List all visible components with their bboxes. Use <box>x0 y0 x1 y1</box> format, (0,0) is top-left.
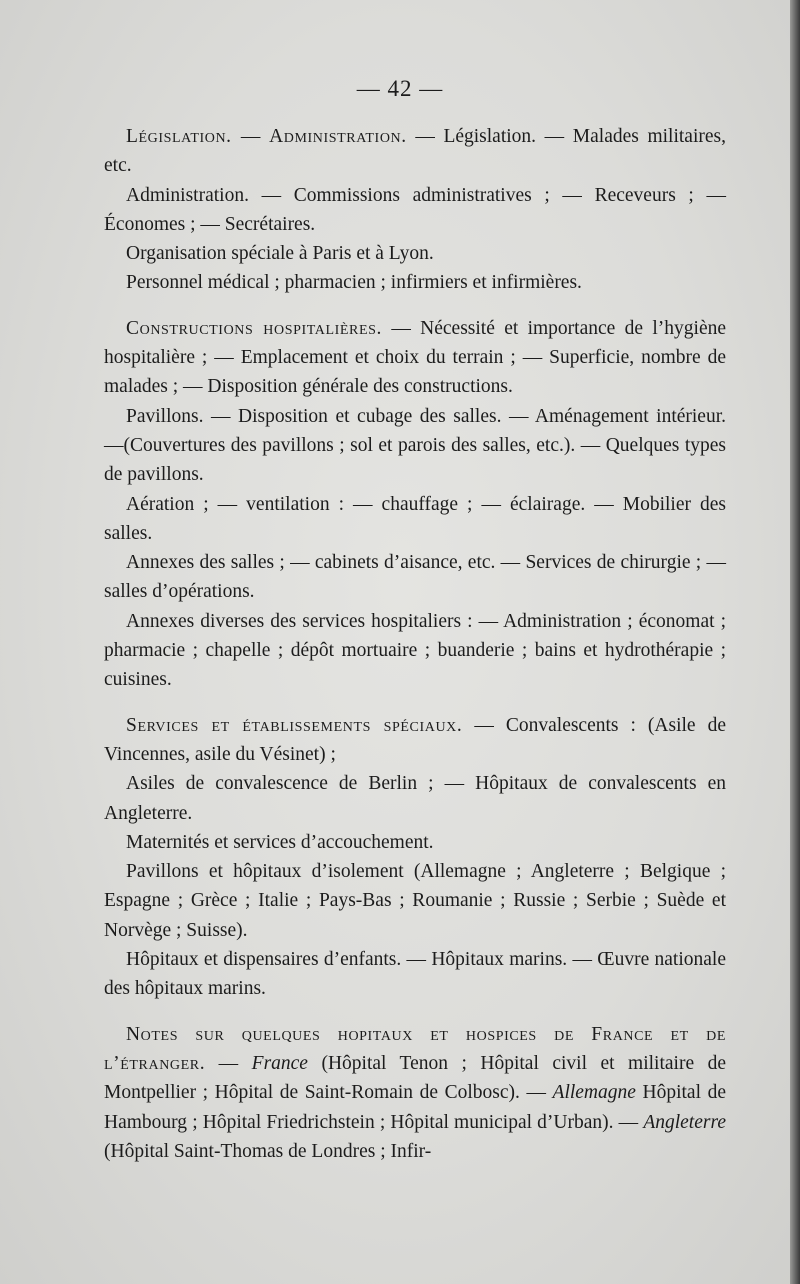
paragraph: Pavillons. — Disposition et cubage des salles. — Aménagement intérieur. —(Couvertures des pavillons ; sol et parois des salles, etc.). — Quelques types de pavillons. <box>104 405 726 486</box>
paragraph: Pavillons et hôpitaux d’isolement (Allemagne ; Angleterre ; Belgique ; Espagne ; Grèce ; Italie ; Pays-Bas ; Roumanie ; Russie ; Serbie ; Suède et Norvège ; Suisse). <box>104 861 726 941</box>
section-heading: Constructions hospitalières. <box>126 317 383 339</box>
page-edge-shadow <box>790 0 800 1284</box>
paragraph-body: Hôpital de Hambourg ; Hôpital Friedrichstein ; Hôpital municipal d’Urban). — <box>104 1082 726 1133</box>
section-heading: Services et établissements spéciaux. <box>126 714 463 736</box>
page-number: — 42 — <box>356 76 444 101</box>
paragraph: Administration. — Commissions administratives ; — Receveurs ; — Économes ; — Secrétaires. <box>104 184 726 235</box>
page-text <box>104 122 726 1166</box>
paragraph-body: — Convalescents : (Asile de Vincennes, asile du Vésinet) ; <box>104 714 726 765</box>
paragraph: Asiles de convalescence de Berlin ; — Hôpitaux de convalescents en Angleterre. <box>104 773 726 824</box>
paragraph-body: (Hôpital Saint-Thomas de Londres ; Infir- <box>104 1140 432 1162</box>
paragraph-services-heading <box>104 711 726 770</box>
paragraph: Aération ; — ventilation : — chauffage ; — éclairage. — Mobilier des salles. <box>104 493 726 544</box>
paragraph-body: — <box>205 1052 252 1074</box>
section-heading: Législation. — Administration. <box>126 126 407 147</box>
country-france: France <box>251 1052 308 1074</box>
country-allemagne: Allemagne <box>552 1082 636 1104</box>
paragraph-notes-heading <box>104 1020 726 1166</box>
paragraph: Hôpitaux et dispensaires d’enfants. — Hôpitaux marins. — Œuvre nationale des hôpitaux marins. <box>104 949 726 1000</box>
paragraph: Maternités et services d’accouchement. <box>126 831 434 853</box>
paragraph-body: — Nécessité et importance de l’hygiène hospitalière ; — Emplacement et choix du terrain ; — Superficie, nombre de malades ; — Disposition générale des constructions. <box>104 317 727 398</box>
paragraph-legislation-heading <box>104 122 726 181</box>
paragraph: Annexes des salles ; — cabinets d’aisance, etc. — Services de chirurgie ; — salles d’opérations. <box>104 552 726 603</box>
paragraph-body: (Hôpital Tenon ; Hôpital civil et militaire de Montpellier ; Hôpital de Saint-Romain de Colbosc). — <box>104 1052 726 1104</box>
paragraph-body: — Législation. — Malades militaires, etc. <box>104 126 726 177</box>
section-heading: Notes sur quelques hopitaux et hospices de France et de l’étranger. <box>104 1023 726 1074</box>
paragraph-constructions-heading <box>104 314 726 402</box>
paragraph: Annexes diverses des services hospitaliers : — Administration ; économat ; pharmacie ; chapelle ; dépôt mortuaire ; buanderie ; bains et hydrothérapie ; cuisines. <box>104 610 726 691</box>
country-angleterre: Angleterre <box>643 1111 726 1133</box>
paragraph: Personnel médical ; pharmacien ; infirmiers et infirmières. <box>126 272 582 294</box>
paragraph: Organisation spéciale à Paris et à Lyon. <box>126 243 434 265</box>
